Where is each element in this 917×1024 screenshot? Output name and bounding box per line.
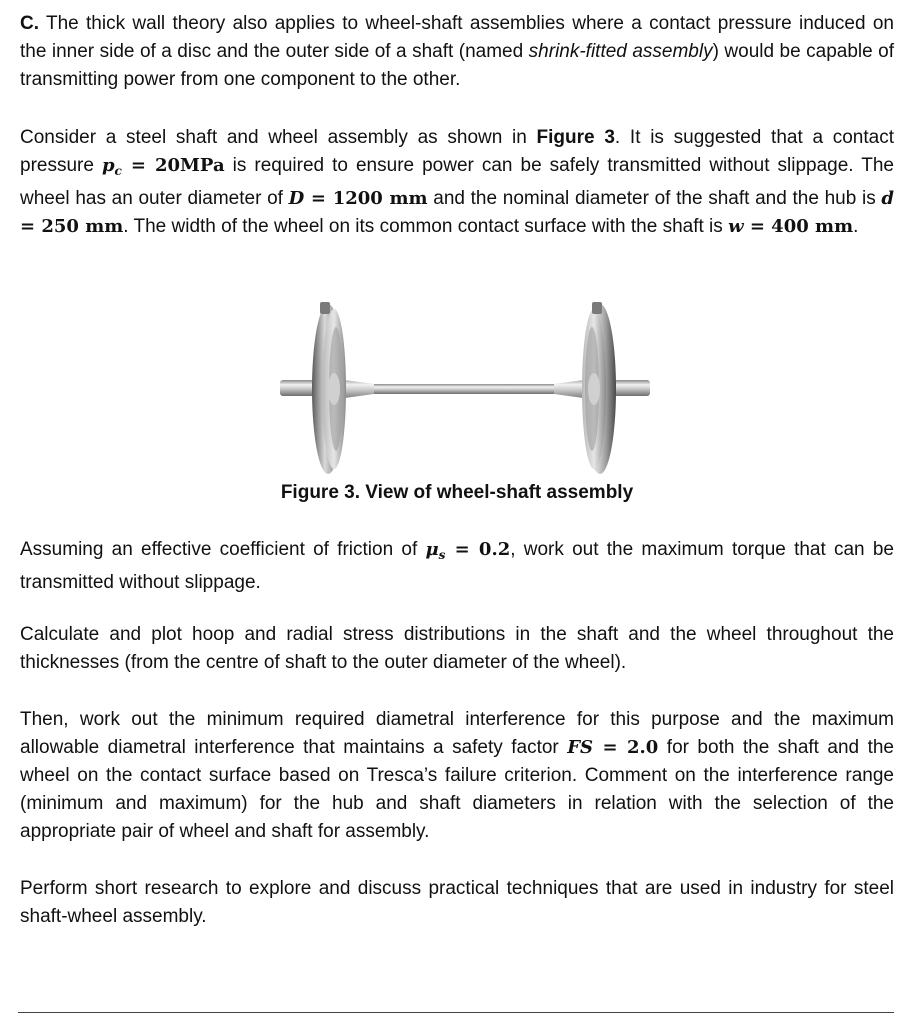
stress-question: Calculate and plot hoop and radial stress distributions in the shaft and the wheel throughout the thicknesses (from the centre of shaft to the outer diameter of the wheel). (20, 624, 894, 673)
friction-question: Assuming an effective coefficient of friction of $\mu_s = 0.2$, work out the maximum torque that can be transmitted without slippage. (20, 539, 894, 593)
shaft-diameter-formula: d = 250 mm (20, 188, 894, 237)
right-wheel (582, 302, 616, 474)
shrink-fit-term: shrink-fitted assembly (528, 41, 713, 62)
wheel-shaft-illustration (254, 292, 674, 488)
left-wheel (312, 302, 346, 474)
friction-coefficient-formula: $\mu_s = 0.2$ (425, 539, 511, 562)
figure-reference: Figure 3 (536, 127, 615, 148)
contact-pressure-formula: $p_c = 20MPa$ (101, 155, 225, 178)
research-question: Perform short research to explore and discuss practical techniques that are used in industry for steel shaft-wheel assembly. (20, 878, 894, 927)
interference-question: Then, work out the minimum required diametral interference for this purpose and the maximum allowable diametral interference that maintains a safety factor FS = 2.0 for both the shaft and the wheel on the contact surface based on Tresca’s failure criterion. Comment on the interference range (minimum and maximum) for the hub and shaft diameters in relation with the selection of the appropriate pair of wheel and shaft for assembly. (20, 709, 895, 842)
problem-statement: Consider a steel shaft and wheel assembly as shown in Figure 3. It is suggested that a contact pressure $p_c = 20MPa$ is required to ensure power can be safely transmitted without slippage. The wheel has an outer diameter of D = 1200 mm and the nominal diameter of the shaft and the hub is d = 250 mm. The width of the wheel on its common contact surface with the shaft is w = 400 mm. (20, 127, 895, 237)
wheel-shaft-figure (254, 292, 674, 488)
safety-factor-formula: FS = 2.0 (567, 737, 659, 758)
section-c-intro: C. The thick wall theory also applies to wheel-shaft assemblies where a contact pressure induced on the inner side of a disc and the outer side of a shaft (named shrink-fitted assembly) would be capable of transmitting power from one component to the other. (20, 13, 895, 90)
footer-divider (18, 1012, 894, 1013)
figure-caption: Figure 3. View of wheel-shaft assembly (280, 482, 634, 503)
wheel-width-formula: w = 400 mm (728, 216, 854, 237)
section-label: C. (20, 13, 39, 34)
outer-diameter-formula: D = 1200 mm (288, 188, 428, 209)
